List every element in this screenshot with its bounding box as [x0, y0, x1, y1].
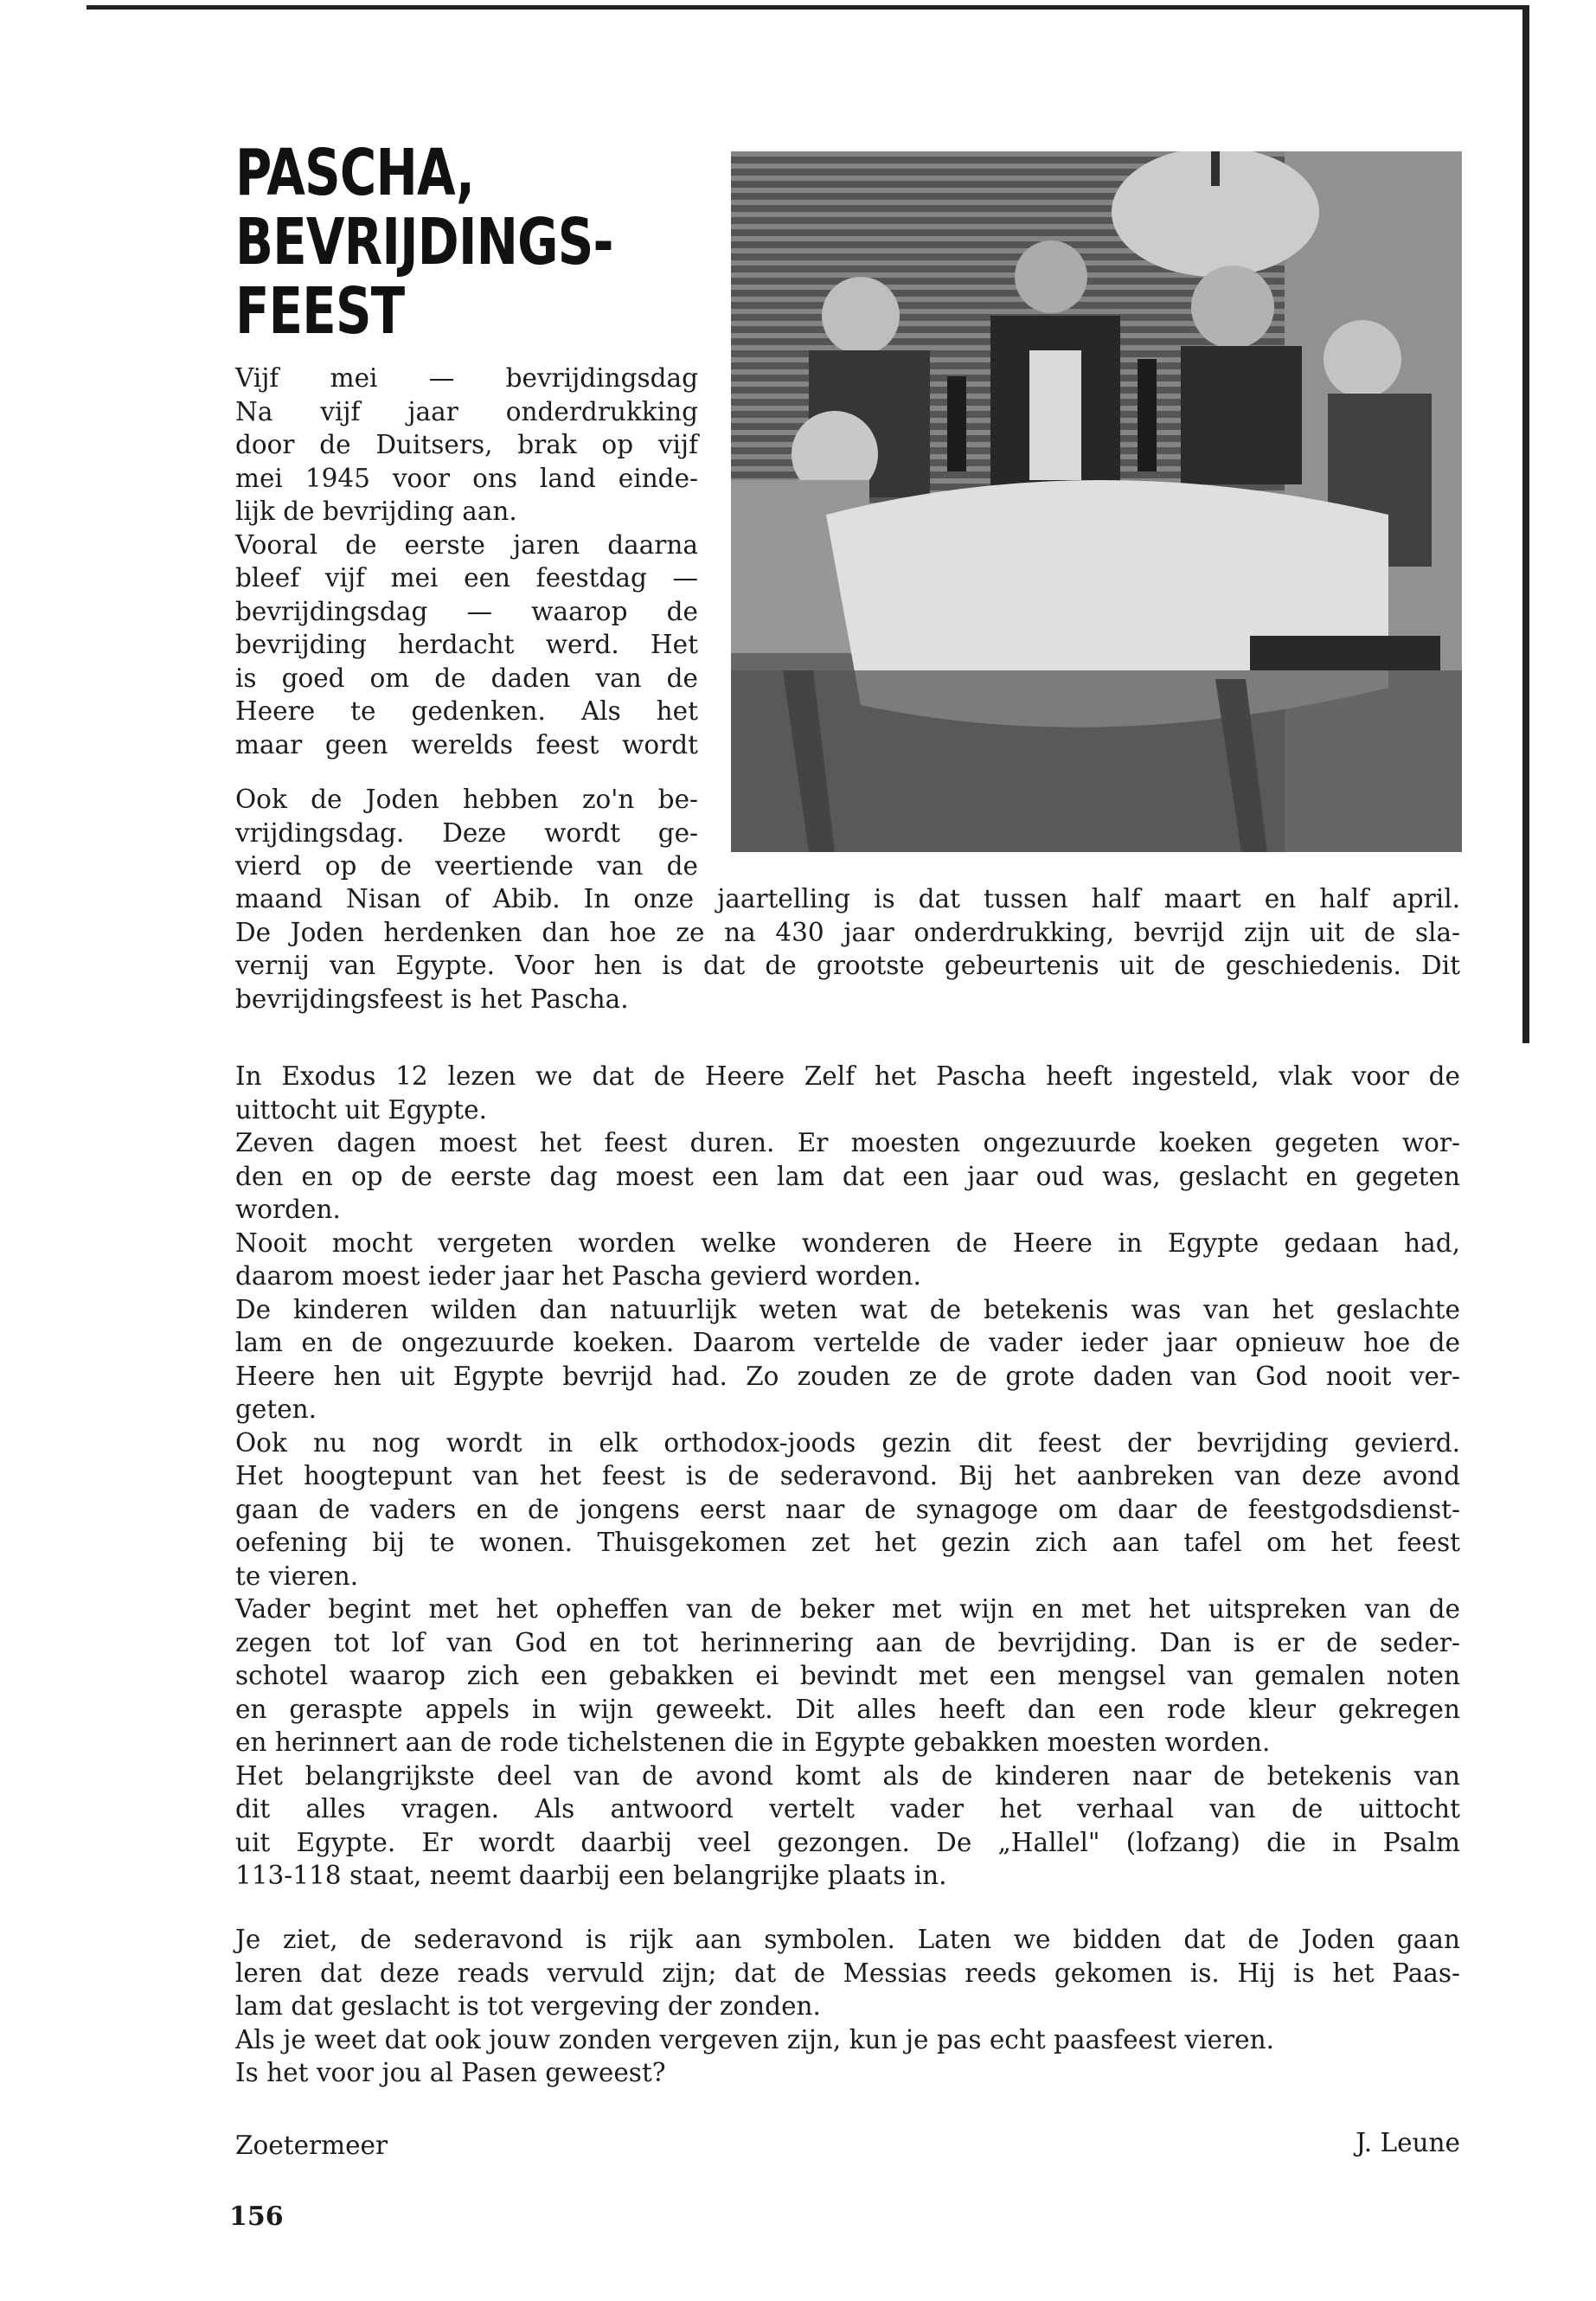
intro-line: maar geen werelds feest wordt	[235, 729, 698, 760]
para2-line: dit alles vragen. Als antwoord vertelt vader het verhaal van de uittocht	[235, 1794, 1460, 1823]
intro-line: is goed om de daden van de	[235, 663, 698, 693]
para2-line: oefening bij te wonen. Thuisgekomen zet het gezin zich aan tafel om het feest	[235, 1528, 1460, 1557]
page-number: 156	[229, 2202, 284, 2232]
para2-line: schotel waarop zich een gebakken ei bevindt met een mengsel van gemalen noten	[235, 1661, 1460, 1690]
intro-line: Heere te gedenken. Als het	[235, 696, 698, 726]
intro-line: door de Duitsers, brak op vijf	[235, 430, 698, 459]
intro-line: Na vijf jaar onderdrukking	[235, 396, 698, 426]
col1b-line: Ook de Joden hebben zo'n be-	[235, 785, 698, 814]
intro-line: Vijf mei — bevrijdingsdag	[235, 363, 698, 393]
title-line-3: FEEST	[235, 274, 405, 349]
para2-line: uit Egypte. Er wordt daarbij veel gezongen. De „Hallel" (lofzang) die in Psalm	[235, 1827, 1460, 1857]
seder-photo	[731, 151, 1462, 852]
para2-line: uittocht uit Egypte.	[235, 1094, 487, 1125]
col1b-line: vrijdingsdag. Deze wordt ge-	[235, 817, 698, 848]
intro-line: bevrijding herdacht werd. Het	[235, 630, 698, 659]
intro-line: mei 1945 voor ons land einde-	[235, 463, 698, 493]
para1-line: De Joden herdenken dan hoe ze na 430 jaar onderdrukking, bevrijd zijn uit de sla-	[235, 917, 1460, 947]
para2-line: en geraspte appels in wijn geweekt. Dit alles heeft dan een rode kleur gekregen	[235, 1694, 1460, 1724]
col1b-line: vierd op de veertiende van de	[235, 851, 698, 881]
intro-line: bevrijdingsdag — waarop de	[235, 596, 698, 626]
right-rule	[1522, 5, 1529, 1043]
para2-line: zegen tot lof van God en tot herinnering aan de bevrijding. Dan is er de seder-	[235, 1627, 1460, 1657]
para2-line: Nooit mocht vergeten worden welke wonderen de Heere in Egypte gedaan had,	[235, 1227, 1460, 1258]
signature-place: Zoetermeer	[235, 2131, 388, 2160]
para1-line: maand Nisan of Abib. In onze jaartelling is dat tussen half maart en half april.	[235, 884, 1460, 913]
para3-line: Je ziet, de sederavond is rijk aan symbolen. Laten we bidden dat de Joden gaan	[235, 1925, 1460, 1954]
para3-line: Is het voor jou al Pasen geweest?	[235, 2058, 666, 2087]
para2-line: worden.	[235, 1195, 341, 1224]
para2-line: Zeven dagen moest het feest duren. Er moesten ongezuurde koeken gegeten wor-	[235, 1128, 1460, 1157]
para2-line: daarom moest ieder jaar het Pascha gevierd worden.	[235, 1261, 921, 1291]
intro-column	[235, 362, 698, 761]
para2-line: Heere hen uit Egypte bevrijd had. Zo zouden ze de grote daden van God nooit ver-	[235, 1361, 1460, 1391]
para3-line: lam dat geslacht is tot vergeving der zonden.	[235, 1991, 821, 2021]
paragraph-closing	[235, 1923, 1460, 2090]
signature-author: J. Leune	[1356, 2128, 1460, 2157]
para2-line: Vader begint met het opheffen van de beker met wijn en met het uitspreken van de	[235, 1594, 1460, 1624]
jews-intro-column	[235, 783, 698, 883]
intro-line: Vooral de eerste jaren daarna	[235, 529, 698, 560]
para2-line: Het hoogtepunt van het feest is de sederavond. Bij het aanbreken van deze avond	[235, 1461, 1460, 1490]
para3-line: Als je weet dat ook jouw zonden vergeven zijn, kun je pas echt paasfeest vieren.	[235, 2024, 1274, 2054]
para1-line: bevrijdingsfeest is het Pascha.	[235, 984, 629, 1014]
para2-line: den en op de eerste dag moest een lam dat een jaar oud was, geslacht en gegeten	[235, 1161, 1460, 1191]
para2-line: lam en de ongezuurde koeken. Daarom vertelde de vader ieder jaar opnieuw hoe de	[235, 1328, 1460, 1357]
seder-photo-image	[731, 151, 1462, 852]
paragraph-exodus	[235, 1060, 1460, 1893]
para2-line: 113-118 staat, neemt daarbij een belangrijke plaats in.	[235, 1861, 947, 1890]
para2-line: De kinderen wilden dan natuurlijk weten wat de betekenis was van het geslachte	[235, 1294, 1460, 1324]
title-line-1: PASCHA,	[235, 136, 475, 210]
title-line-2: BEVRIJDINGS-	[235, 205, 613, 279]
intro-line: lijk de bevrijding aan.	[235, 497, 517, 526]
para1-line: vernij van Egypte. Voor hen is dat de grootste gebeurtenis uit de geschiedenis. Dit	[235, 951, 1460, 980]
para2-line: In Exodus 12 lezen we dat de Heere Zelf het Pascha heeft ingesteld, vlak voor de	[235, 1061, 1460, 1091]
para2-line: te vieren.	[235, 1561, 359, 1591]
intro-line: bleef vijf mei een feestdag —	[235, 563, 698, 593]
top-rule	[87, 5, 1529, 10]
para3-line: leren dat deze reads vervuld zijn; dat de Messias reeds gekomen is. Hij is het Paas-	[235, 1958, 1460, 1988]
para2-line: Ook nu nog wordt in elk orthodox-joods gezin dit feest der bevrijding gevierd.	[235, 1427, 1460, 1458]
article-title	[235, 136, 613, 349]
paragraph-nisan	[235, 882, 1460, 1016]
para2-line: Het belangrijkste deel van de avond komt als de kinderen naar de betekenis van	[235, 1760, 1460, 1791]
para2-line: gaan de vaders en de jongens eerst naar de synagoge om daar de feestgodsdienst-	[235, 1494, 1460, 1524]
para2-line: geten.	[235, 1394, 317, 1424]
para2-line: en herinnert aan de rode tichelstenen die in Egypte gebakken moesten worden.	[235, 1727, 1271, 1757]
